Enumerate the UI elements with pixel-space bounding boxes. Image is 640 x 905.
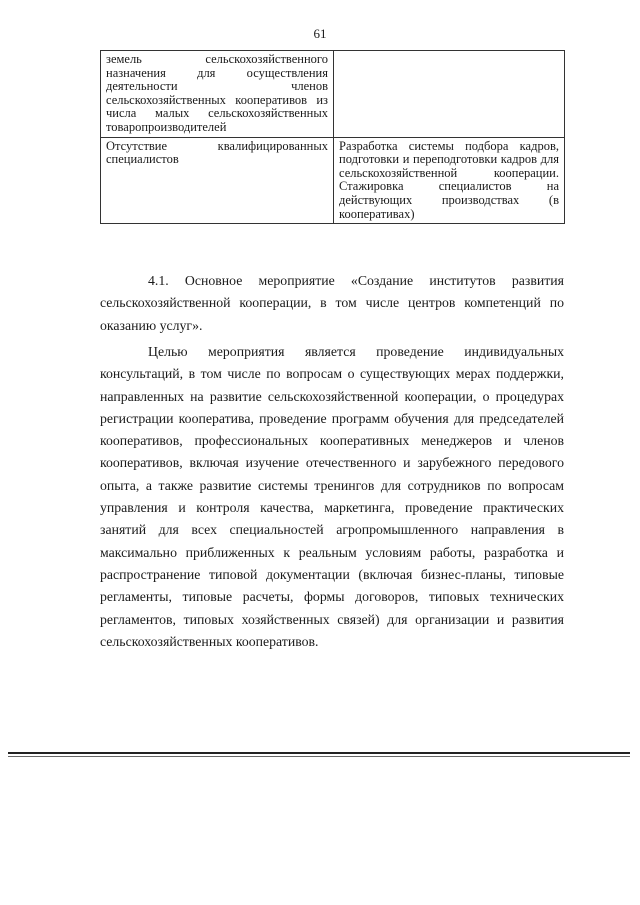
table-row [101, 137, 565, 224]
table-cell-problem: Отсутствие квалифицированных специалистов [101, 137, 334, 224]
page-number: 61 [313, 26, 327, 41]
footer-divider-thin [8, 756, 630, 757]
paragraph-activity-goal: Целью мероприятия является проведение индивидуальных консультаций, в том числе по вопросам о существующих мерах поддержки, направленных на развитие сельскохозяйственной кооперации, о процедурах регистрации кооператива, проведение программ обучения для председателей кооперативов, профессиональных кооперативных менеджеров и членов кооперативов, включая изучение отечественного и зарубежного передового опыта, а также развитие системы тренингов для сотрудников по вопросам управления и контроля качества, маркетинга, проведение практических занятий для всех специальностей агропромышленного направления в максимально приближенных к реальным условиям работы, разработка и распространение типовой документации (включая бизнес-планы, типовые регламенты, типовые расчеты, формы договоров, типовых технических регламентов, типовых хозяйственных связей) для организации и развития сельскохозяйственных кооперативов. [100, 344, 564, 649]
table-cell-problem: земель сельскохозяйственного назначения для осуществления деятельности членов сельскохозяйственных кооперативов из числа малых сельскохозяйственных товаропроизводителей [101, 51, 334, 138]
table-cell-measure [334, 51, 565, 138]
measures-table [100, 50, 565, 224]
table-row [101, 51, 565, 138]
footer-divider [8, 752, 630, 754]
paragraph-main-activity: 4.1. Основное мероприятие «Создание институтов развития сельскохозяйственной кооперации, в том числе центров компетенций по оказанию услуг». [100, 273, 564, 333]
table-cell-measure: Разработка системы подбора кадров, подготовки и переподготовки кадров для сельскохозяйственной кооперации. Стажировка специалистов на действующих производствах (в кооперативах) [334, 137, 565, 224]
